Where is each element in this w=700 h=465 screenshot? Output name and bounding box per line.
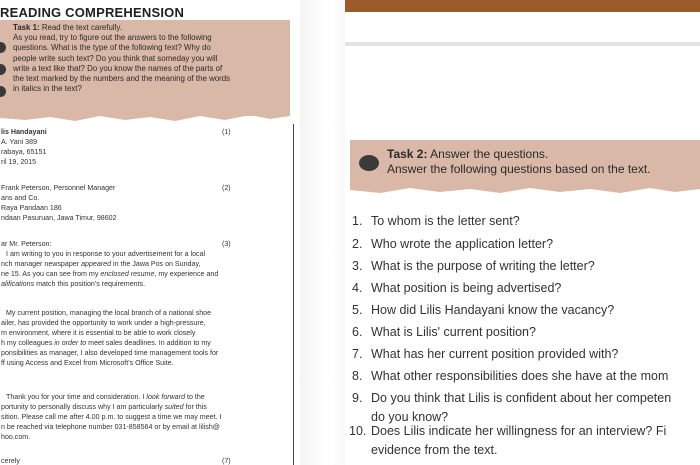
question-text: How did Lilis Handayani know the vacancy?: [371, 303, 615, 317]
bullet-icon: [359, 155, 379, 171]
question-number: 2.: [352, 237, 363, 251]
sender-address: A. Yani 389: [1, 138, 38, 146]
recipient-name: Frank Peterson, Personnel Manager: [1, 184, 116, 192]
question-number: 4.: [352, 281, 363, 295]
task1-line: Read the text carefully.: [41, 23, 122, 32]
question-number: 3.: [352, 259, 363, 273]
recipient-street: Raya Pandaan 186: [1, 204, 62, 212]
part-number: (1): [222, 128, 231, 136]
top-color-bar: [345, 0, 700, 12]
task2-label: Task 2:: [387, 147, 428, 161]
question-text: What is the purpose of writing the letter?: [371, 259, 595, 273]
right-page: [345, 0, 700, 465]
recipient-city: ndaan Pasuruan, Jawa Timur, 98602: [1, 214, 117, 222]
body-line: ff using Access and Excel from Microsoft's Office Suite.: [1, 359, 174, 367]
question-text: What has her current position provided with?: [371, 347, 619, 361]
question-number: 1.: [352, 214, 363, 228]
task2-torn-edge: [350, 184, 700, 196]
closing: cerely: [1, 457, 20, 465]
salutation: ar Mr. Peterson:: [1, 240, 52, 248]
letter-date: ril 19, 2015: [1, 158, 37, 166]
recipient-company: ans and Co.: [1, 194, 40, 202]
left-page: [0, 0, 300, 465]
question-text-continued: evidence from the text.: [371, 443, 498, 457]
body-line: ailer, has provided the opportunity to work under a high-pressure,: [1, 319, 206, 327]
question-text: To whom is the letter sent?: [371, 214, 520, 228]
question-number: 7.: [352, 347, 363, 361]
body-line: h my colleagues in order to meet sales deadlines. In addition to my: [1, 339, 211, 347]
question-text: What position is being advertised?: [371, 281, 562, 295]
task1-instructions: [13, 23, 288, 94]
section-title: READING COMPREHENSION: [0, 5, 185, 20]
part-number: (7): [222, 457, 231, 465]
question-number: 10.: [349, 424, 367, 438]
task1-line: As you read, try to figure out the answers to the following: [13, 33, 212, 43]
part-number: (3): [222, 240, 231, 248]
body-line: ponsibilities as manager, I also developed time management tools for: [1, 349, 219, 357]
task2-subinstruction: Answer the following questions based on the text.: [387, 161, 651, 176]
question-text: Do you think that Lilis is confident about her competen: [371, 391, 672, 405]
task1-label: Task 1:: [13, 23, 40, 32]
body-line: portunity to personally discuss why I am particularly suited for this: [1, 403, 207, 411]
body-line: m environment, where it is essential to be able to work closely: [1, 329, 196, 337]
header-rule: [345, 42, 700, 46]
task1-line: people write such text? Do you think that someday you will: [13, 53, 218, 63]
question-text: Who wrote the application letter?: [371, 237, 554, 251]
task2-instruction: Answer the questions.: [430, 147, 549, 161]
question-number: 5.: [352, 303, 363, 317]
body-line: hoo.com.: [1, 433, 31, 441]
question-text: Does Lilis indicate her willingness for an interview? Fi: [371, 424, 667, 438]
body-line: sition. Please call me after 4.00 p.m. to suggest a time we may meet. I: [1, 413, 222, 421]
question-text-continued: do you know?: [371, 410, 449, 424]
task2-instructions: [387, 147, 651, 176]
question-number: 9.: [352, 391, 363, 405]
part-number: (2): [222, 184, 231, 192]
body-line: I am writing to you in response to your advertisement for a local: [6, 250, 206, 258]
task1-line: the text marked by the numbers and the meaning of the words: [13, 74, 231, 84]
body-line: My current position, managing the local branch of a national shoe: [6, 309, 212, 317]
question-number: 8.: [352, 369, 363, 383]
task1-line: questions. What is the type of the following text? Why do: [13, 43, 211, 53]
question-text: What is Lilis' current position?: [371, 325, 536, 339]
sender-city: rabaya, 65151: [1, 148, 47, 156]
sender-name: lis Handayani: [1, 128, 47, 136]
body-line: Thank you for your time and consideration. I look forward to the: [6, 393, 205, 401]
task1-line: write a text like that? Do you know the names of the parts of: [13, 63, 223, 73]
task1-line: in italics in the text?: [13, 84, 82, 94]
body-line: nch manager newspaper appeared in the Jawa Pos on Sunday,: [1, 260, 201, 268]
question-text: What other responsibilities does she have at the mom: [371, 369, 669, 383]
body-line: ne 15. As you can see from my enclosed resume, my experience and: [1, 270, 219, 278]
task1-torn-edge: [0, 112, 300, 124]
body-line: alifications match this position's requirements.: [1, 280, 146, 288]
book-spine: [300, 0, 345, 465]
body-line: n be reached via telephone number 031-858564 or by email at lilish@: [1, 423, 220, 431]
question-number: 6.: [352, 325, 363, 339]
